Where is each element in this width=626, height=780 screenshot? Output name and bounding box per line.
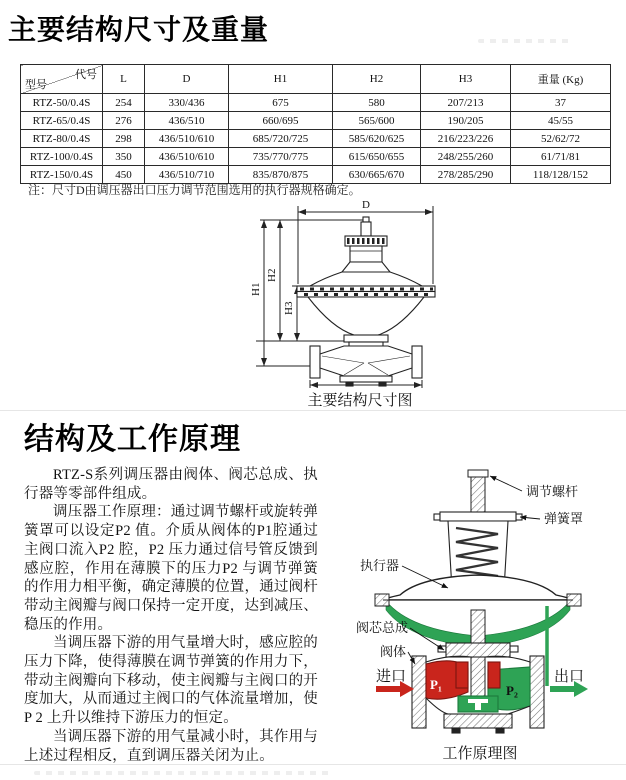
value-cell: 298	[103, 130, 145, 148]
model-cell: RTZ-100/0.4S	[21, 148, 103, 166]
value-cell: 436/510/710	[145, 166, 229, 184]
table-row	[21, 148, 611, 166]
value-cell: 254	[103, 94, 145, 112]
dim-label-H1: H1	[250, 282, 262, 296]
value-cell: 565/600	[333, 112, 421, 130]
working-principle-diagram	[330, 460, 626, 760]
value-cell: 630/665/670	[333, 166, 421, 184]
table-row	[21, 94, 611, 112]
value-cell: 278/285/290	[421, 166, 511, 184]
paragraph: 当调压器下游的用气量减小时，其作用与上述过程相反，直到调压器关闭为止。	[24, 728, 318, 764]
value-cell: 207/213	[421, 94, 511, 112]
column-header-H2: H2	[333, 65, 421, 94]
label-spring-cover: 弹簧罩	[544, 511, 584, 526]
model-cell: RTZ-150/0.4S	[21, 166, 103, 184]
value-cell: 685/720/725	[229, 130, 333, 148]
label-inlet: 进口	[376, 669, 407, 685]
value-cell: 216/223/226	[421, 130, 511, 148]
value-cell: 330/436	[145, 94, 229, 112]
value-cell: 615/650/655	[333, 148, 421, 166]
value-cell: 61/71/81	[511, 148, 611, 166]
principle-diagram-caption: 工作原理图	[442, 746, 518, 762]
column-header-L: L	[103, 65, 145, 94]
label-valve-core: 阀芯总成	[356, 620, 409, 635]
bottom-divider	[0, 764, 626, 765]
value-cell: 835/870/875	[229, 166, 333, 184]
dimensions-table	[20, 64, 611, 184]
section-title-dimensions: 主要结构尺寸及重量	[8, 14, 270, 45]
dimension-diagram	[250, 196, 590, 406]
scan-artifact	[478, 39, 574, 43]
model-cell: RTZ-80/0.4S	[21, 130, 103, 148]
value-cell: 675	[229, 94, 333, 112]
table-note: 注：尺寸D由调压器出口压力调节范围选用的执行器规格确定。	[28, 183, 361, 197]
regulator-outline	[297, 217, 435, 386]
value-cell: 248/255/260	[421, 148, 511, 166]
value-cell: 52/62/72	[511, 130, 611, 148]
value-cell: 436/510/610	[145, 130, 229, 148]
value-cell: 45/55	[511, 112, 611, 130]
section-title-principle: 结构及工作原理	[24, 423, 241, 456]
table-header-row	[21, 65, 611, 94]
value-cell: 580	[333, 94, 421, 112]
value-cell: 118/128/152	[511, 166, 611, 184]
label-p2: P₂	[506, 683, 518, 698]
dimension-diagram-caption: 主要结构尺寸图	[307, 393, 413, 409]
paragraph: RTZ-S系列调压器由阀体、阀芯总成、执行器等零部件组成。	[24, 467, 318, 502]
table-row	[21, 130, 611, 148]
section-divider	[0, 410, 626, 411]
scan-artifact	[34, 771, 334, 775]
principle-text	[24, 466, 318, 765]
value-cell: 450	[103, 166, 145, 184]
corner-label-code: 代号	[75, 69, 97, 81]
label-actuator: 执行器	[360, 558, 400, 573]
table-row	[21, 112, 611, 130]
label-adjust-screw: 调节螺杆	[526, 484, 579, 499]
dim-label-H3: H3	[283, 301, 295, 315]
value-cell: 350	[103, 148, 145, 166]
value-cell: 436/510/610	[145, 148, 229, 166]
value-cell: 276	[103, 112, 145, 130]
label-p1: P₁	[430, 677, 442, 692]
table-corner-cell	[21, 65, 103, 94]
column-header-H3: H3	[421, 65, 511, 94]
model-cell: RTZ-50/0.4S	[21, 94, 103, 112]
model-cell: RTZ-65/0.4S	[21, 112, 103, 130]
column-header-H1: H1	[229, 65, 333, 94]
label-valve-body: 阀体	[380, 644, 407, 659]
value-cell: 585/620/625	[333, 130, 421, 148]
paragraph: 当调压器下游的用气量增大时，感应腔的压力下降，使得薄膜在调节弹簧的作用力下，带动主阀瓣向下移动，使主阀瓣与主阀口的开度加大，从而通过主阀口的气体流量增加，使P 2 上升以维持下游压力的恒定。	[24, 635, 318, 727]
column-header-weight: 重量 (Kg)	[511, 65, 611, 94]
paragraph: 调压器工作原理：通过调节螺杆或旋转弹簧罩可以设定P2 值。介质从阀体的P1腔通过主阀口流入P2 腔，P2 压力通过信号管反馈到感应腔，作用在薄膜下的压力P2 与调节弹簧的作用力相平衡，确定薄膜的位置，通过阀杆带动主阀瓣与阀口保持一定开度，达到减压、稳压的作用。	[24, 504, 318, 633]
corner-label-model: 型号	[25, 79, 47, 91]
label-outlet: 出口	[554, 669, 585, 685]
column-header-D: D	[145, 65, 229, 94]
value-cell: 37	[511, 94, 611, 112]
value-cell: 660/695	[229, 112, 333, 130]
value-cell: 735/770/775	[229, 148, 333, 166]
dim-label-H2: H2	[266, 268, 278, 282]
dim-label-D: D	[362, 199, 370, 211]
value-cell: 436/510	[145, 112, 229, 130]
value-cell: 190/205	[421, 112, 511, 130]
